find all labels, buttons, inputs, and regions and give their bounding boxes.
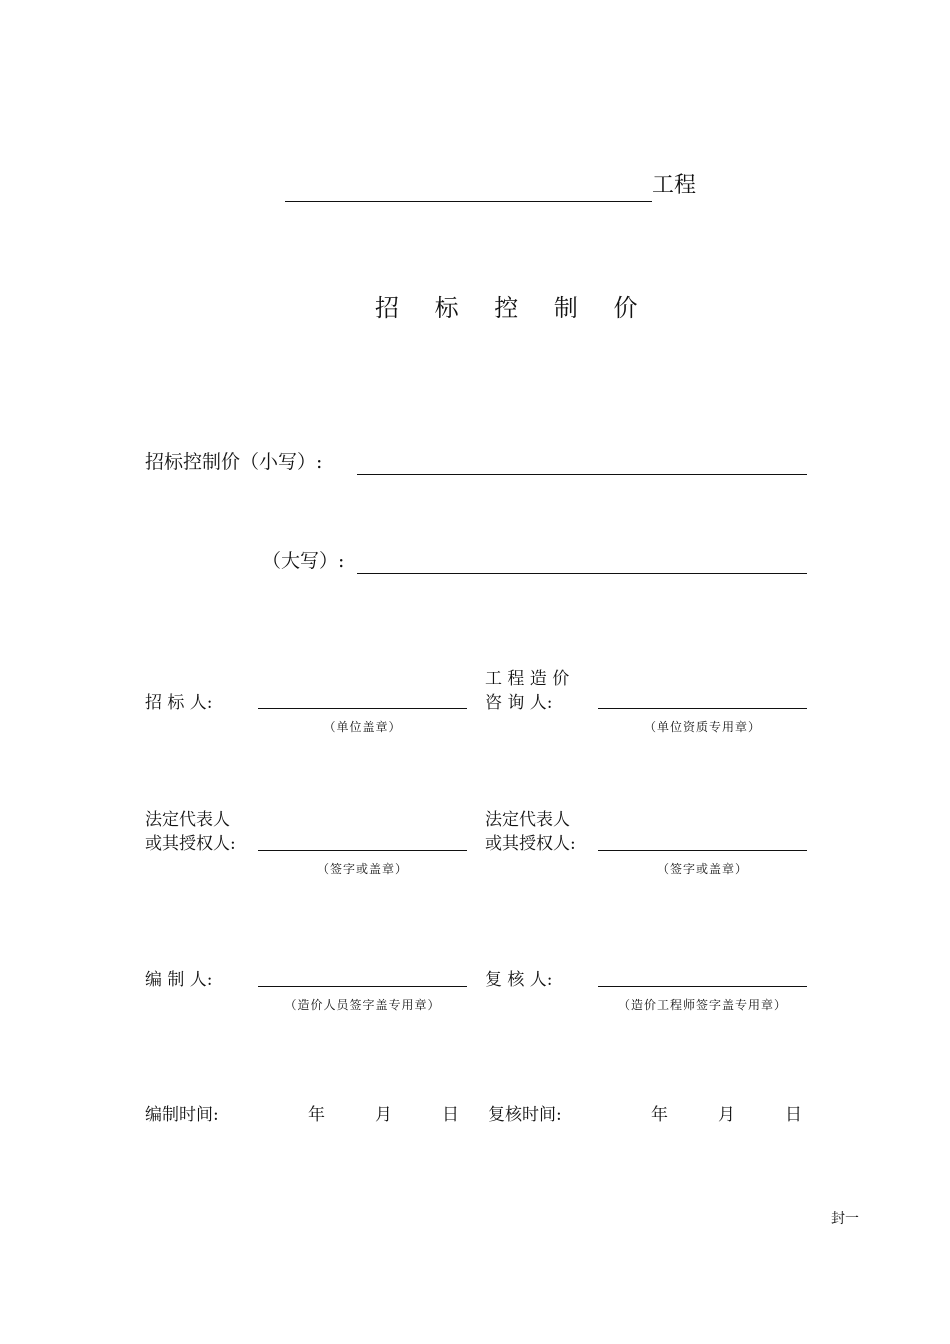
legal-rep-left-line1: 法定代表人 [145, 810, 230, 830]
consultant-note: （单位资质专用章） [643, 720, 761, 734]
legal-rep-left-line2: 或其授权人: [145, 834, 236, 854]
legal-rep-left-note: （签字或盖章） [316, 862, 408, 876]
reviewer-field[interactable] [598, 986, 807, 987]
tenderer-note: （单位盖章） [323, 720, 402, 734]
legal-rep-right-line2: 或其授权人: [485, 834, 576, 854]
compiler-note: （造价人员签字盖专用章） [284, 998, 441, 1012]
reviewer-label: 复 核 人: [485, 970, 553, 990]
consultant-label-line2: 咨 询 人: [485, 693, 553, 713]
compile-day[interactable]: 日 [442, 1105, 459, 1125]
project-suffix: 工程 [652, 173, 697, 198]
legal-rep-right-note: （签字或盖章） [656, 862, 748, 876]
review-day[interactable]: 日 [785, 1105, 802, 1125]
review-year[interactable]: 年 [651, 1105, 668, 1125]
tenderer-label: 招 标 人: [145, 693, 213, 713]
price-small-label: 招标控制价（小写）: [145, 451, 323, 473]
project-name-line[interactable] [285, 201, 652, 202]
compile-year[interactable]: 年 [308, 1105, 325, 1125]
price-small-field[interactable] [357, 474, 807, 475]
consultant-label-line1: 工 程 造 价 [485, 669, 570, 689]
tenderer-field[interactable] [258, 708, 467, 709]
review-time-label: 复核时间: [488, 1105, 562, 1125]
compiler-field[interactable] [258, 986, 467, 987]
price-large-label: （大写）: [262, 550, 345, 572]
legal-rep-right-field[interactable] [598, 850, 807, 851]
page-mark: 封一 [831, 1211, 859, 1227]
legal-rep-left-field[interactable] [258, 850, 467, 851]
compiler-label: 编 制 人: [145, 970, 213, 990]
price-large-field[interactable] [357, 573, 807, 574]
consultant-field[interactable] [598, 708, 807, 709]
legal-rep-right-line1: 法定代表人 [485, 810, 570, 830]
compile-time-label: 编制时间: [145, 1105, 219, 1125]
reviewer-note: （造价工程师签字盖专用章） [617, 998, 787, 1012]
compile-month[interactable]: 月 [375, 1105, 392, 1125]
review-month[interactable]: 月 [718, 1105, 735, 1125]
page-title: 招 标 控 制 价 [375, 294, 652, 322]
